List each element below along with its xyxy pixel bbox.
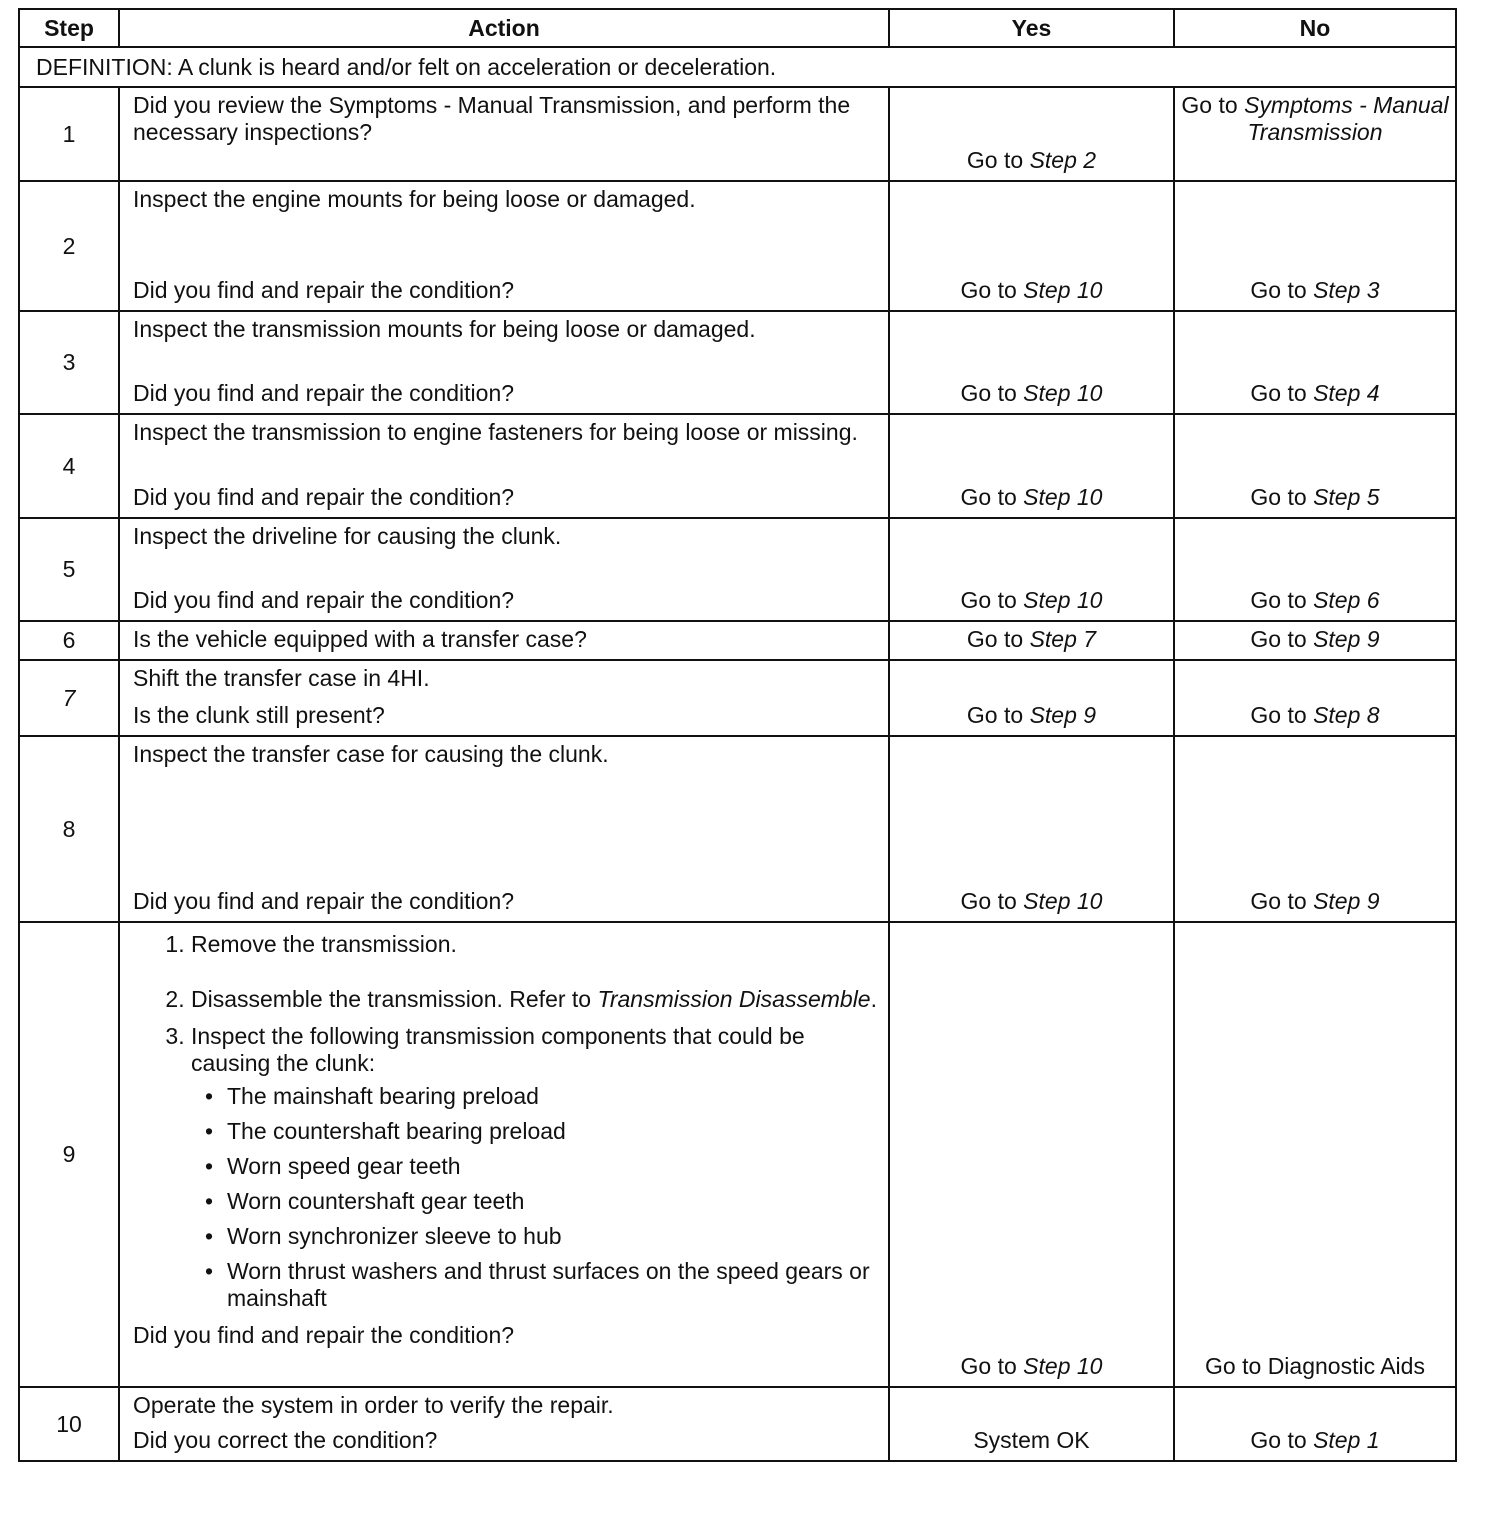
table-row: [19, 518, 1456, 621]
no-result: Go to Step 5: [1174, 414, 1456, 518]
no-result[interactable]: Go to Diagnostic Aids: [1174, 922, 1456, 1387]
yes-result: Go to Step 10: [889, 181, 1174, 311]
table-row: [19, 621, 1456, 660]
question-text: Did you find and repair the condition?: [133, 888, 515, 914]
header-action: Action: [119, 9, 889, 47]
yes-result: Go to Step 7: [889, 621, 1174, 660]
yes-result: Go to Step 10: [889, 518, 1174, 621]
step-link[interactable]: Step 5: [1313, 484, 1380, 510]
action-cell: [119, 660, 889, 736]
step-link[interactable]: Step 9: [1029, 702, 1097, 728]
component-list: [191, 1083, 878, 1312]
table-row: [19, 736, 1456, 922]
table-row: [19, 414, 1456, 518]
yes-result: Go to Step 10: [889, 414, 1174, 518]
no-result: Go to Symptoms - Manual Transmission: [1174, 87, 1456, 181]
action-cell: [119, 922, 889, 1387]
step-number: 8: [19, 736, 119, 922]
table-row: [19, 87, 1456, 181]
step-link[interactable]: Step 10: [1023, 888, 1103, 914]
procedure-item: 2. Disassemble the transmission. Refer to Transmission Disassemble.: [191, 986, 878, 1013]
question-text: Did you find and repair the condition?: [133, 380, 515, 406]
instruction-text: Inspect the driveline for causing the clunk.: [133, 523, 562, 549]
table-row: [19, 1387, 1456, 1461]
step-link[interactable]: Step 8: [1313, 702, 1380, 728]
definition-text: DEFINITION: A clunk is heard and/or felt on acceleration or deceleration.: [19, 47, 1456, 87]
list-item: • Worn synchronizer sleeve to hub: [227, 1223, 878, 1250]
step-link[interactable]: Step 9: [1313, 888, 1380, 914]
step-link[interactable]: Step 6: [1313, 587, 1380, 613]
no-result: Go to Step 9: [1174, 621, 1456, 660]
question-text: Did you find and repair the condition?: [133, 587, 515, 613]
action-text: Did you review the Symptoms - Manual Transmission, and perform the necessary inspections?: [119, 87, 889, 181]
diagnostic-table: [18, 8, 1457, 1462]
table-row: [19, 181, 1456, 311]
step-number: 4: [19, 414, 119, 518]
step-link[interactable]: Step 3: [1313, 277, 1380, 303]
step-link[interactable]: Step 10: [1023, 277, 1103, 303]
procedure-item: 3. Inspect the following transmission components that could be causing the clunk: • The mainshaft bearing preload • The countershaft bearing preload • Worn speed gear teeth • Worn countershaft gear teeth • Worn synchronizer sleeve to hub • Worn thrust washers and thrust surfaces on the speed gears or mainshaft: [191, 1023, 878, 1312]
instruction-text: Inspect the engine mounts for being loose or damaged.: [133, 186, 696, 212]
instruction-text: Inspect the transfer case for causing the clunk.: [133, 741, 609, 767]
question-text: Did you correct the condition?: [133, 1427, 438, 1453]
table-row: [19, 922, 1456, 1387]
instruction-text: Shift the transfer case in 4HI.: [133, 665, 430, 691]
action-cell: [119, 414, 889, 518]
yes-result: System OK: [889, 1387, 1174, 1461]
yes-result: Go to Step 2: [889, 87, 1174, 181]
no-result: Go to Step 6: [1174, 518, 1456, 621]
instruction-text: Inspect the transmission to engine fasteners for being loose or missing.: [133, 419, 858, 445]
definition-row: [19, 47, 1456, 87]
step-number: 5: [19, 518, 119, 621]
question-text: Did you find and repair the condition?: [133, 277, 515, 303]
list-item: • The mainshaft bearing preload: [227, 1083, 878, 1110]
question-text: Did you find and repair the condition?: [133, 1322, 515, 1348]
step-number: 3: [19, 311, 119, 414]
table-row: [19, 311, 1456, 414]
yes-result: Go to Step 10: [889, 922, 1174, 1387]
yes-result: Go to Step 10: [889, 311, 1174, 414]
yes-result: Go to Step 9: [889, 660, 1174, 736]
step-link[interactable]: Step 2: [1029, 147, 1097, 173]
procedure-item: 1. Remove the transmission.: [191, 931, 878, 958]
step-link[interactable]: Step 10: [1023, 484, 1103, 510]
header-step: Step: [19, 9, 119, 47]
table-row: [19, 660, 1456, 736]
question-text: Did you find and repair the condition?: [133, 484, 515, 510]
step-link[interactable]: Step 7: [1029, 626, 1097, 652]
no-result: Go to Step 1: [1174, 1387, 1456, 1461]
no-result: Go to Step 3: [1174, 181, 1456, 311]
disassemble-link[interactable]: Transmission Disassemble: [597, 986, 871, 1012]
step-number: 1: [19, 87, 119, 181]
no-result: Go to Step 8: [1174, 660, 1456, 736]
action-text: Is the vehicle equipped with a transfer case?: [119, 621, 889, 660]
procedure-list: [133, 931, 878, 1312]
step-link[interactable]: Step 4: [1313, 380, 1380, 406]
step-number: 6: [19, 621, 119, 660]
header-no: No: [1174, 9, 1456, 47]
header-yes: Yes: [889, 9, 1174, 47]
step-link[interactable]: Step 10: [1023, 587, 1103, 613]
step-link[interactable]: Step 9: [1313, 626, 1380, 652]
step-number: 2: [19, 181, 119, 311]
list-item: • Worn countershaft gear teeth: [227, 1188, 878, 1215]
list-item: • The countershaft bearing preload: [227, 1118, 878, 1145]
no-result: Go to Step 9: [1174, 736, 1456, 922]
step-link[interactable]: Step 10: [1023, 1353, 1103, 1379]
action-cell: [119, 311, 889, 414]
step-link[interactable]: Step 10: [1023, 380, 1103, 406]
yes-result: Go to Step 10: [889, 736, 1174, 922]
no-result: Go to Step 4: [1174, 311, 1456, 414]
step-number: 7: [19, 660, 119, 736]
instruction-text: Inspect the transmission mounts for being loose or damaged.: [133, 316, 756, 342]
list-item: • Worn speed gear teeth: [227, 1153, 878, 1180]
step-number: 9: [19, 922, 119, 1387]
step-link[interactable]: Step 1: [1313, 1427, 1380, 1453]
instruction-text: Operate the system in order to verify the repair.: [133, 1392, 614, 1418]
symptoms-link[interactable]: Symptoms - Manual Transmission: [1244, 92, 1449, 145]
question-text: Is the clunk still present?: [133, 702, 385, 728]
action-cell: [119, 1387, 889, 1461]
header-row: [19, 9, 1456, 47]
action-cell: [119, 518, 889, 621]
action-cell: [119, 181, 889, 311]
step-number: 10: [19, 1387, 119, 1461]
list-item: • Worn thrust washers and thrust surfaces on the speed gears or mainshaft: [227, 1258, 878, 1312]
action-cell: [119, 736, 889, 922]
